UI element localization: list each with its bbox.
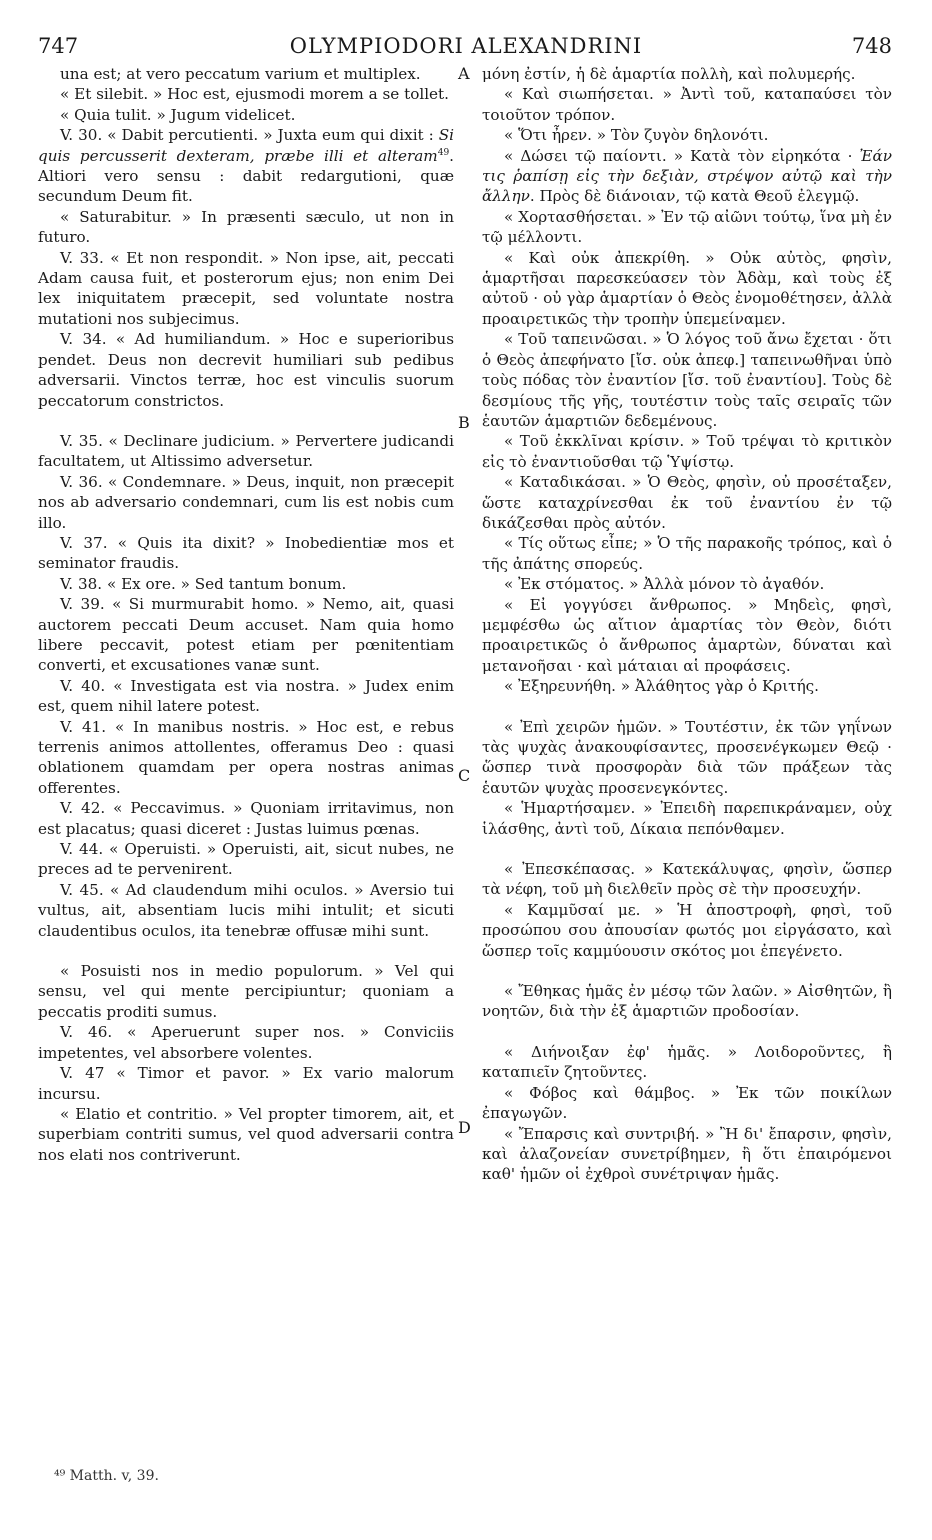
left-paragraph — [38, 125, 454, 207]
right-paragraph — [482, 125, 892, 145]
margin-marker-c: C — [458, 766, 471, 785]
right-paragraph — [482, 717, 892, 799]
footnote-ref: 49 — [437, 147, 450, 158]
left-paragraph — [38, 880, 454, 941]
paragraph-text: « Καὶ οὐκ ἀπεκρίθη. » Οὐκ αὐτὸς, φησὶν, ἁμαρτῆσαι παρεσκεύασεν τὸν Ἀδὰμ, καὶ τοὺς ἐξ αὐτοῦ · οὐ γὰρ ἁμαρτίαν ὁ Θεὸς ἐνομοθέτησεν, ἀλλὰ προαιρετικῶς τὴν τροπὴν ὑπεμείναμεν. — [482, 248, 892, 328]
left-paragraph — [38, 105, 454, 125]
right-paragraph — [482, 431, 892, 472]
paragraph-text: V. 40. « Investigata est via nostra. » Judex enim est, quem nihil latere potest. — [38, 676, 454, 716]
paragraph-gap — [38, 411, 454, 431]
left-paragraph — [38, 431, 454, 472]
right-paragraph — [482, 1083, 892, 1124]
paragraph-gap — [482, 961, 892, 981]
left-paragraph — [38, 574, 454, 594]
paragraph-text: « Ἔπαρσις καὶ συντριβή. » Ἢ δι' ἔπαρσιν, φησὶν, καὶ ἀλαζονείαν συνετρίβημεν, ἢ ὅτι ἐπαιρόμενοι καθ' ἡμῶν οἱ ἐχθροὶ συνέτριψαν ἡμᾶς. — [482, 1124, 892, 1184]
left-paragraph — [38, 84, 454, 104]
left-paragraph — [38, 472, 454, 533]
paragraph-text: μόνη ἐστίν, ἡ δὲ ἁμαρτία πολλὴ, καὶ πολυμερής. — [482, 65, 856, 83]
paragraph-text: « Ἐξηρευνήθη. » Ἀλάθητος γὰρ ὁ Κριτής. — [504, 677, 820, 696]
paragraph-text: V. 35. « Declinare judicium. » Pervertere judicandi facultatem, ut Altissimo adversetur. — [38, 431, 454, 471]
scripture-quote: Si quis percusserit dexteram, præbe illi et alteram — [38, 126, 454, 165]
paragraph-text: « Ἐκ στόματος. » Ἀλλὰ μόνον τὸ ἀγαθόν. — [504, 575, 825, 594]
left-paragraph — [38, 961, 454, 1022]
paragraph-text-cont: . Altiori vero sensu : dabit redargutioni, quæ secundum Deum fit. — [38, 146, 454, 206]
paragraph-text: V. 39. « Si murmurabit homo. » Nemo, ait, quasi auctorem peccati Deum accuset. Nam quia homo libere peccavit, potest etiam per pœnitentiam converti, et excusationes vanæ sunt. — [38, 595, 454, 675]
paragraph-text-cont: . Πρὸς δὲ διάνοιαν, τῷ κατὰ Θεοῦ ἐλεγμῷ. — [529, 187, 860, 206]
left-paragraph — [38, 798, 454, 839]
paragraph-text: « Καὶ σιωπήσεται. » Ἀντὶ τοῦ, καταπαύσει τὸν τοιοῦτον τρόπον. — [482, 85, 892, 124]
margin-marker-d: D — [458, 1118, 471, 1137]
paragraph-text: « Elatio et contritio. » Vel propter timorem, ait, et superbiam contriti sumus, vel quod adversarii contra nos elati nos contriverunt. — [38, 1104, 454, 1164]
left-paragraph — [38, 533, 454, 574]
scripture-quote: Ἐάν τις ῥαπίσῃ εἰς τὴν δεξιὰν, στρέψον αὐτῷ καὶ τὴν ἄλλην — [482, 146, 892, 206]
left-paragraph — [38, 1022, 454, 1063]
paragraph-gap — [482, 1022, 892, 1042]
paragraph-text: « Τοῦ ταπεινῶσαι. » Ὁ λόγος τοῦ ἄνω ἔχεται · ὅτι ὁ Θεὸς ἀπεφήνατο [ἴσ. οὐκ ἀπεφ.] ταπεινωθῆναι ὑπὸ τοὺς πόδας τὸν ἐναντίον [ἴσ. τοῦ ἐναντίου]. Τοὺς δὲ δεσμίους τῆς γῆς, τουτέστιν τοὺς ταῖς σειραῖς τῶν ἑαυτῶν ἁμαρτιῶν δεδεμένους. — [482, 330, 892, 430]
left-paragraph — [38, 207, 454, 248]
paragraph-text: V. 34. « Ad humiliandum. » Hoc e superioribus pendet. Deus non decrevit humiliari sub pedibus adversarii. Vinctos terræ, hoc est vinculis suorum peccatorum constrictos. — [38, 330, 454, 410]
paragraph-text: V. 38. « Ex ore. » Sed tantum bonum. — [60, 574, 347, 593]
paragraph-text: « Ἐπὶ χειρῶν ἡμῶν. » Τουτέστιν, ἐκ τῶν γηΐνων τὰς ψυχὰς ἀνακουφίσαντες, προσενέγκωμεν Θεῷ · ὥσπερ τινὰ προσφορὰν διὰ τῶν πράξεων τὰς ἑαυτῶν ψυχὰς προσενεγκόντες. — [482, 717, 892, 797]
left-paragraph — [38, 839, 454, 880]
paragraph-text: « Καμμῦσαί με. » Ἡ ἀποστροφὴ, φησὶ, τοῦ προσώπου σου ἀπουσίαν φωτός μοι εἰργάσατο, καὶ ὥσπερ τοῖς καμμύουσιν σκότος μοι ἐπεγένετο. — [482, 900, 892, 960]
paragraph-text: « Διήνοιξαν ἐφ' ἡμᾶς. » Λοιδοροῦντες, ἢ καταπιεῖν ζητοῦντες. — [482, 1042, 892, 1082]
right-paragraph — [482, 900, 892, 961]
paragraph-text: « Εἰ γογγύσει ἄνθρωπος. » Μηδεὶς, φησὶ, μεμφέσθω ὡς αἴτιον ἁμαρτίας τὸν Θεὸν, διότι προαιρετικῶς ὁ ἄνθρωπος ἁμαρτὼν, δύναται καὶ μετανοῆσαι · καὶ μάταιαι αἱ προφάσεις. — [482, 595, 892, 675]
margin-marker-a: A — [458, 64, 470, 83]
left-page-number: 747 — [38, 34, 79, 58]
right-paragraph — [482, 146, 892, 207]
paragraph-text: « Et silebit. » Hoc est, ejusmodi morem a se tollet. — [60, 85, 449, 104]
right-paragraph — [482, 329, 892, 431]
left-paragraph — [38, 676, 454, 717]
right-paragraph — [482, 1042, 892, 1083]
paragraph-text: « Ἡμαρτήσαμεν. » Ἐπειδὴ παρεπικράναμεν, οὐχ ἱλάσθης, ἀντὶ τοῦ, Δίκαια πεπόνθαμεν. — [482, 799, 892, 838]
paragraph-text: V. 45. « Ad claudendum mihi oculos. » Aversio tui vultus, ait, absentiam lucis mihi intulit; et sicuti claudentibus oculos, ita tenebræ offusæ mihi sunt. — [38, 880, 454, 940]
right-paragraph — [482, 574, 892, 594]
left-paragraph — [38, 1063, 454, 1104]
paragraph-text: « Quia tulit. » Jugum videlicet. — [60, 105, 296, 124]
right-paragraph — [482, 595, 892, 677]
paragraph-text: « Ὅτι ἦρεν. » Τὸν ζυγὸν δηλονότι. — [504, 126, 769, 145]
right-page-number: 748 — [851, 34, 892, 58]
running-title: OLYMPIODORI ALEXANDRINI — [289, 34, 643, 58]
right-paragraph — [482, 248, 892, 330]
paragraph-gap — [38, 941, 454, 961]
paragraph-text: V. 44. « Operuisti. » Operuisti, ait, sicut nubes, ne preces ad te pervenirent. — [38, 840, 454, 879]
left-paragraph — [38, 594, 454, 676]
paragraph-text: « Saturabitur. » In præsenti sæculo, ut non in futuro. — [38, 207, 454, 247]
paragraph-text: « Ἔθηκας ἡμᾶς ἐν μέσῳ τῶν λαῶν. » Αἰσθητῶν, ἢ νοητῶν, διὰ τὴν ἐξ ἁμαρτιῶν προδοσίαν. — [482, 982, 892, 1021]
right-paragraph — [482, 981, 892, 1022]
paragraph-text: V. 37. « Quis ita dixit? » Inobedientiæ mos et seminator fraudis. — [38, 533, 454, 573]
left-paragraph — [38, 717, 454, 799]
paragraph-text: « Χορτασθήσεται. » Ἐν τῷ αἰῶνι τούτῳ, ἵνα μὴ ἐν τῷ μέλλοντι. — [482, 207, 892, 247]
left-paragraph — [38, 329, 454, 411]
right-paragraph — [482, 533, 892, 574]
right-paragraph — [482, 472, 892, 533]
greek-column — [482, 64, 892, 1185]
paragraph-text: « Τίς οὕτως εἶπε; » Ὁ τῆς παρακοῆς τρόπος, καὶ ὁ τῆς ἀπάτης σπορεύς. — [482, 534, 892, 573]
page-header — [0, 34, 932, 64]
paragraph-text: « Δώσει τῷ παίοντι. » Κατὰ τὸν εἰρηκότα · — [504, 146, 860, 165]
paragraph-text: V. 33. « Et non respondit. » Non ipse, ait, peccati Adam causa fuit, et posterorum ejus; non enim Dei lex iniquitatem præcepit, sed voluntate nostra mutationi nos subjecimus. — [38, 248, 454, 328]
paragraph-gap — [482, 697, 892, 717]
left-paragraph — [38, 248, 454, 330]
paragraph-text: « Καταδικάσαι. » Ὁ Θεὸς, φησὶν, οὐ προσέταξεν, ὥστε καταχρίνεσθαι ἐκ τοῦ ἐναντίου ἐν τῷ δικάζεσθαι πρὸς αὐτόν. — [482, 473, 892, 532]
paragraph-text: « Posuisti nos in medio populorum. » Vel qui sensu, vel qui mente percipiuntur; quoniam a peccatis proditi sumus. — [38, 962, 454, 1021]
right-paragraph — [482, 64, 892, 84]
paragraph-text: « Ἐπεσκέπασας. » Κατεκάλυψας, φησὶν, ὥσπερ τὰ νέφη, τοῦ μὴ διελθεῖν πρὸς σὲ τὴν προσευχήν. — [482, 860, 892, 899]
paragraph-text: « Φόβος καὶ θάμβος. » Ἐκ τῶν ποικίλων ἐπαγωγῶν. — [482, 1083, 892, 1123]
right-paragraph — [482, 207, 892, 248]
right-paragraph — [482, 676, 892, 696]
paragraph-gap — [482, 839, 892, 859]
paragraph-text: V. 36. « Condemnare. » Deus, inquit, non præcepit nos ab adversario condemnari, cum lis est nobis cum illo. — [38, 472, 454, 532]
paragraph-text: V. 42. « Peccavimus. » Quoniam irritavimus, non est placatus; quasi diceret : Justas luimus pœnas. — [38, 799, 454, 838]
right-paragraph — [482, 1124, 892, 1185]
right-paragraph — [482, 84, 892, 125]
margin-marker-b: B — [458, 413, 470, 432]
left-paragraph — [38, 64, 454, 84]
left-paragraph — [38, 1104, 454, 1165]
paragraph-text: V. 30. « Dabit percutienti. » Juxta eum qui dixit : — [60, 126, 439, 145]
right-paragraph — [482, 798, 892, 839]
paragraph-text: una est; at vero peccatum varium et multiplex. — [60, 65, 421, 83]
paragraph-text: V. 41. « In manibus nostris. » Hoc est, e rebus terrenis animos attollentes, offeramus Deo : quasi oblationem quamdam per opera nostras animas offerentes. — [38, 717, 454, 797]
latin-column — [38, 64, 454, 1165]
footnote: ⁴⁹ Matth. v, 39. — [54, 1468, 159, 1484]
paragraph-text: V. 46. « Aperuerunt super nos. » Conviciis impetentes, vel absorbere volentes. — [38, 1023, 454, 1062]
right-paragraph — [482, 859, 892, 900]
paragraph-text: « Τοῦ ἐκκλῖναι κρίσιν. » Τοῦ τρέψαι τὸ κριτικὸν εἰς τὸ ἐναντιοῦσθαι τῷ Ὑψίστῳ. — [482, 432, 892, 471]
paragraph-text: V. 47 « Timor et pavor. » Ex vario malorum incursu. — [38, 1064, 454, 1103]
